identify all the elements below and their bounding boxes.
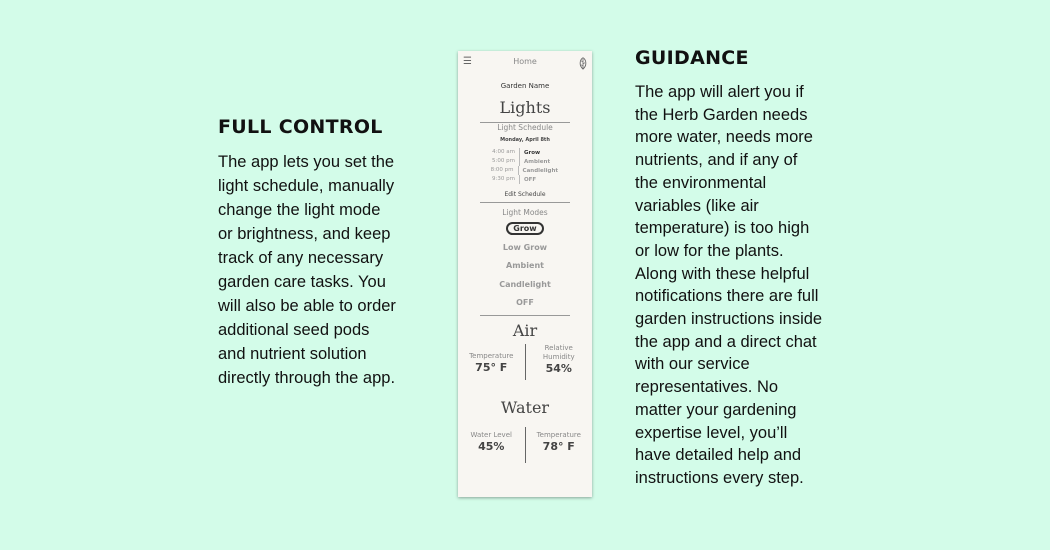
app-header [458,51,592,73]
schedule-mode: OFF [524,176,537,183]
schedule-mode: Grow [524,149,541,156]
hamburger-menu-icon[interactable]: ☰ [463,56,472,67]
water-level [458,427,525,463]
schedule-row [488,157,558,166]
light-mode-off[interactable]: OFF [516,298,534,307]
air-title: Air [512,320,538,340]
schedule-time: 4:00 am [488,148,520,157]
garden-name: Garden Name [500,82,550,90]
schedule-date: Monday, April 8th [500,137,550,143]
schedule-row [488,166,558,175]
air-stats [458,344,592,380]
lights-title: Lights [499,98,551,117]
edit-schedule-button[interactable]: Edit Schedule [504,191,546,198]
guidance-text: The app will alert you if the Herb Garden needs more water, needs more nutrients, and if any of the environmental variables (like air temperature) is too high or low for the plants. Along with these helpful notifications there are full garden instructions inside the app and a direct chat with our service representatives. No matter your gardening expertise level, you’ll have detailed help and instructions every step. [635,83,823,487]
app-screen [458,51,592,497]
schedule-mode: Candlelight [522,167,558,174]
humidity-label-line2: Humidity [542,352,575,361]
humidity-value: 54% [545,361,572,375]
water-stats [458,427,592,463]
light-mode-list [458,220,592,313]
mode-label: Grow [506,222,543,235]
schedule-row [488,148,558,157]
light-mode-candlelight[interactable]: Candlelight [499,279,551,289]
water-temperature [526,427,593,463]
water-level-value: 45% [478,439,505,453]
water-temperature-value: 78° F [542,439,575,453]
air-temperature-value: 75° F [475,360,508,374]
full-control-heading: FULL CONTROL [218,116,383,138]
divider [480,202,570,203]
leaf-icon [578,55,588,74]
guidance-section [635,47,835,490]
full-control-text: The app lets you set the light schedule, manually change the light mode or brightness, and keep track of any necessary garden care tasks. You will also be able to order additional seed pods and nutrient solution directly through the app. [218,153,396,387]
water-title: Water [500,397,550,417]
schedule-time: 8:00 pm [488,166,519,175]
full-control-section [218,116,418,390]
schedule-time: 9:30 pm [488,175,520,184]
light-schedule [488,148,558,184]
header-title: Home [513,57,537,66]
light-mode-low-grow[interactable]: Low Grow [502,242,548,252]
schedule-row [488,175,558,184]
humidity-label-line1: Relative [544,343,573,352]
water-temperature-label: Temperature [536,430,581,439]
air-temperature [458,344,525,380]
light-mode-grow[interactable] [458,220,592,239]
relative-humidity [526,344,593,380]
guidance-heading: GUIDANCE [635,47,749,69]
light-modes-title: Light Modes [502,208,548,217]
divider [480,315,570,316]
water-level-label: Water Level [470,430,512,439]
schedule-mode: Ambient [524,158,551,165]
air-temperature-label: Temperature [469,351,514,360]
light-schedule-title: Light Schedule [497,123,553,132]
schedule-time: 5:00 pm [488,157,520,166]
light-mode-ambient[interactable]: Ambient [506,261,544,270]
